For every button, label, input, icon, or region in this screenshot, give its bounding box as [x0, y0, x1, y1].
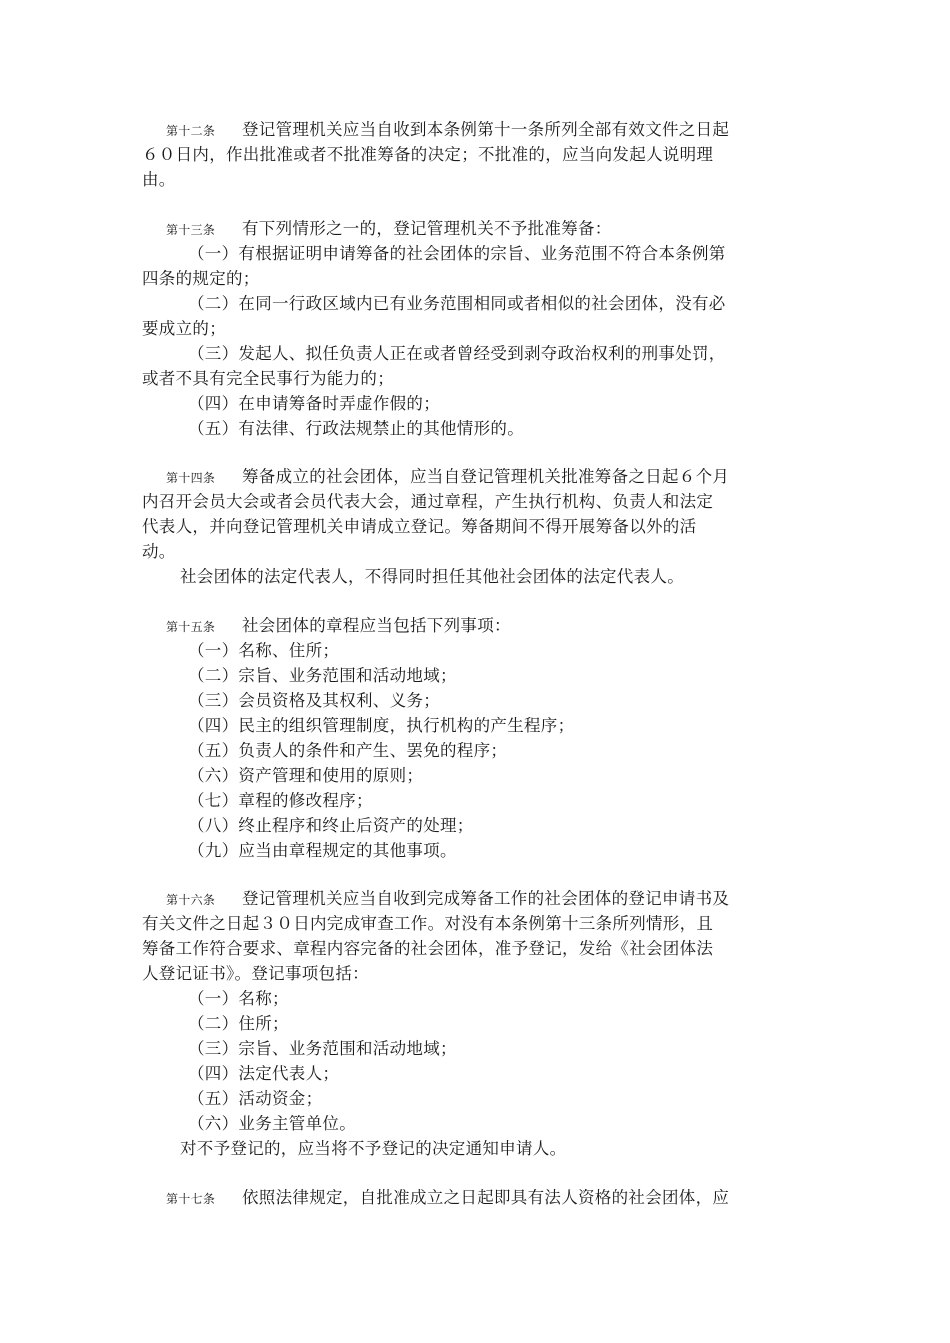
- article-number: 第十三条: [166, 223, 216, 237]
- list-item: （九）应当由章程规定的其他事项。: [188, 841, 457, 860]
- list-item: （三）会员资格及其权利、义务；: [188, 691, 440, 710]
- article-first-line: [142, 613, 767, 638]
- article-first-line: [142, 464, 767, 489]
- list-item: （三）宗旨、业务范围和活动地域；: [188, 1039, 457, 1058]
- article-16: [142, 886, 767, 1161]
- article-text: 有下列情形之一的，登记管理机关不予批准筹备：: [242, 219, 612, 238]
- list-item: （四）民主的组织管理制度，执行机构的产生程序；: [188, 716, 575, 735]
- paragraph-line: 四条的规定的；: [142, 269, 260, 288]
- article-13: [142, 216, 767, 441]
- paragraph-line: 由。: [142, 170, 176, 189]
- paragraph-line: 内召开会员大会或者会员代表大会，通过章程，产生执行机构、负责人和法定: [142, 492, 714, 511]
- list-item: （四）法定代表人；: [188, 1064, 340, 1083]
- list-item: （七）章程的修改程序；: [188, 791, 373, 810]
- article-17: [142, 1185, 767, 1210]
- article-12: [142, 117, 767, 192]
- article-15: [142, 613, 767, 863]
- list-item: （五）活动资金；: [188, 1089, 323, 1108]
- article-first-line: [142, 117, 767, 142]
- paragraph-line: 对不予登记的，应当将不予登记的决定通知申请人。: [180, 1139, 567, 1158]
- paragraph-line: ６０日内，作出批准或者不批准筹备的决定；不批准的，应当向发起人说明理: [142, 145, 714, 164]
- list-item: （六）资产管理和使用的原则；: [188, 766, 424, 785]
- article-number: 第十五条: [166, 620, 216, 634]
- article-number: 第十二条: [166, 124, 216, 138]
- list-item: （二）宗旨、业务范围和活动地域；: [188, 666, 457, 685]
- article-first-line: [142, 216, 767, 241]
- list-item: （二）住所；: [188, 1014, 289, 1033]
- article-number: 第十七条: [166, 1192, 216, 1206]
- list-item: （五）负责人的条件和产生、罢免的程序；: [188, 741, 508, 760]
- article-number: 第十六条: [166, 893, 216, 907]
- list-item: （八）终止程序和终止后资产的处理；: [188, 816, 474, 835]
- list-item: （一）名称；: [188, 989, 289, 1008]
- list-item: （一）名称、住所；: [188, 641, 340, 660]
- list-item: （一）有根据证明申请筹备的社会团体的宗旨、业务范围不符合本条例第: [188, 244, 726, 263]
- list-item: （二）在同一行政区域内已有业务范围相同或者相似的社会团体，没有必: [188, 294, 726, 313]
- article-first-line: [142, 886, 767, 911]
- paragraph-line: 有关文件之日起３０日内完成审查工作。对没有本条例第十三条所列情形，且: [142, 914, 714, 933]
- paragraph-line: 人登记证书》。登记事项包括：: [142, 964, 369, 983]
- article-text: 登记管理机关应当自收到本条例第十一条所列全部有效文件之日起: [242, 120, 730, 139]
- paragraph-line: 要成立的；: [142, 319, 226, 338]
- article-14: [142, 464, 767, 589]
- article-text: 社会团体的章程应当包括下列事项：: [242, 616, 511, 635]
- list-item: （六）业务主管单位。: [188, 1114, 356, 1133]
- paragraph-line: 社会团体的法定代表人，不得同时担任其他社会团体的法定代表人。: [180, 567, 684, 586]
- list-item: （五）有法律、行政法规禁止的其他情形的。: [188, 419, 524, 438]
- paragraph-line: 代表人，并向登记管理机关申请成立登记。筹备期间不得开展筹备以外的活: [142, 517, 697, 536]
- article-first-line: [142, 1185, 767, 1210]
- paragraph-line: 筹备工作符合要求、章程内容完备的社会团体，准予登记，发给《社会团体法: [142, 939, 714, 958]
- article-text: 登记管理机关应当自收到完成筹备工作的社会团体的登记申请书及: [242, 889, 730, 908]
- article-text: 依照法律规定，自批准成立之日起即具有法人资格的社会团体，应: [242, 1188, 730, 1207]
- article-number: 第十四条: [166, 471, 216, 485]
- list-item: （三）发起人、拟任负责人正在或者曾经受到剥夺政治权利的刑事处罚，: [188, 344, 726, 363]
- list-item: （四）在申请筹备时弄虚作假的；: [188, 394, 440, 413]
- article-text: 筹备成立的社会团体，应当自登记管理机关批准筹备之日起６个月: [242, 467, 730, 486]
- paragraph-line: 或者不具有完全民事行为能力的；: [142, 369, 394, 388]
- paragraph-line: 动。: [142, 542, 176, 561]
